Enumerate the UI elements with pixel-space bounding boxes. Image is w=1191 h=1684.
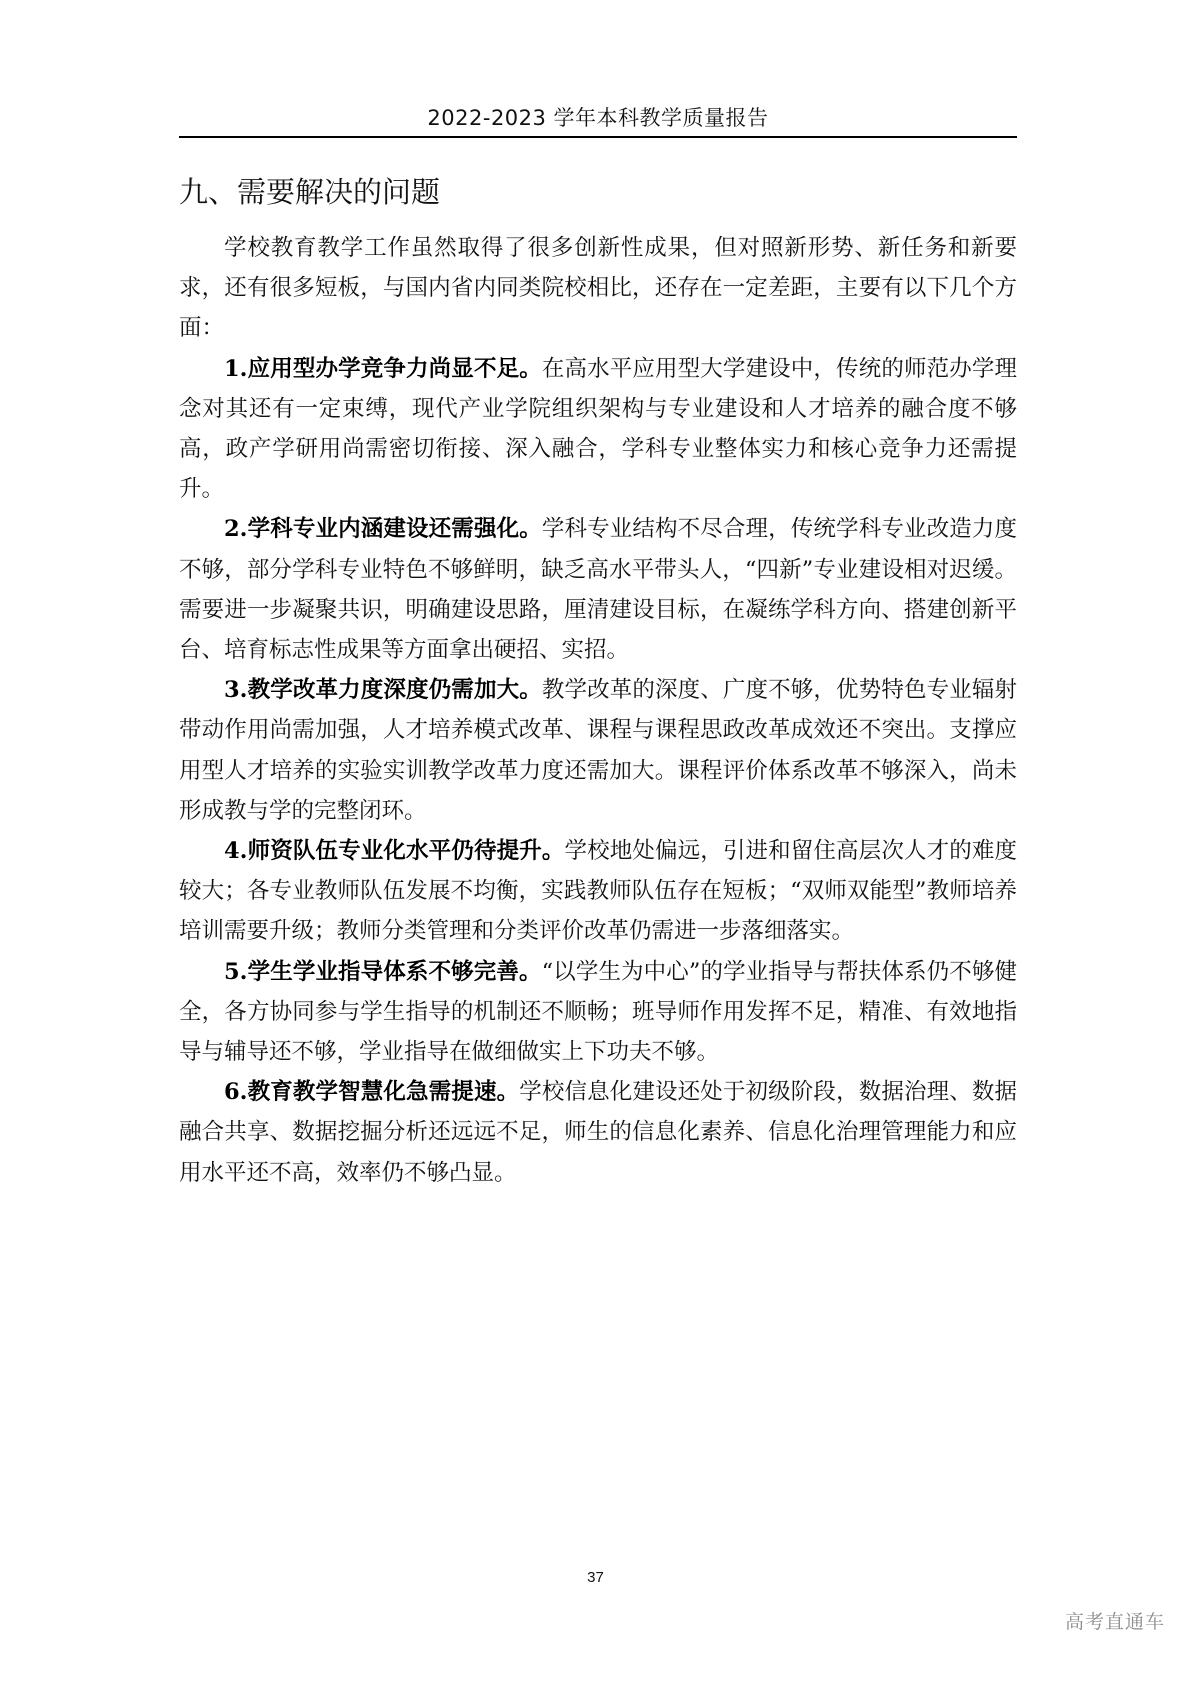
body-text <box>179 228 1017 1193</box>
problem-text: 学校地处偏远，引进和留住高层次人才的难度较大；各专业教师队伍发展不均衡，实践教师队伍存在短板；“双师双能型”教师培养培训需要升级；教师分类管理和分类评价改革仍需进一步落细落实。 <box>179 838 1017 945</box>
watermark: 高考直通车 <box>1064 1611 1165 1633</box>
problem-heading: 2.学科专业内涵建设还需强化。 <box>224 516 542 543</box>
problem-heading: 1.应用型办学竞争力尚显不足。 <box>224 355 542 382</box>
problem-heading: 6.教育教学智慧化急需提速。 <box>224 1079 520 1106</box>
problem-text: 在高水平应用型大学建设中，传统的师范办学理念对其还有一定束缚，现代产业学院组织架构与专业建设和人才培养的融合度不够高，政产学研用尚需密切衔接、深入融合，学科专业整体实力和核心竞争力还需提升。 <box>179 355 1017 503</box>
problem-paragraph-6 <box>179 1072 1017 1193</box>
problem-paragraph-4 <box>179 831 1017 952</box>
problem-heading: 4.师资队伍专业化水平仍待提升。 <box>224 838 565 865</box>
problem-paragraph-5 <box>179 952 1017 1073</box>
section-title: 九、需要解决的问题 <box>179 175 441 209</box>
problem-paragraph-2 <box>179 509 1017 670</box>
problem-text: “以学生为中心”的学业指导与帮扶体系仍不够健全，各方协同参与学生指导的机制还不顺畅；班导师作用发挥不足，精准、有效地指导与辅导还不够，学业指导在做细做实上下功夫不够。 <box>179 958 1017 1066</box>
header-divider <box>179 136 1017 138</box>
problem-text: 教学改革的深度、广度不够，优势特色专业辐射带动作用尚需加强，人才培养模式改革、课程与课程思政改革成效还不突出。支撑应用型人才培养的实验实训教学改革力度还需加大。课程评价体系改革不够深入，尚未形成教与学的完整闭环。 <box>179 677 1017 824</box>
problem-text: 学科专业结构不尽合理，传统学科专业改造力度不够，部分学科专业特色不够鲜明，缺乏高水平带头人，“四新”专业建设相对迟缓。需要进一步凝聚共识，明确建设思路，厘清建设目标，在凝练学科方向、搭建创新平台、培育标志性成果等方面拿出硬招、实招。 <box>179 516 1017 664</box>
problem-heading: 5.学生学业指导体系不够完善。 <box>224 958 542 985</box>
problem-text: 学校信息化建设还处于初级阶段，数据治理、数据融合共享、数据挖掘分析还远远不足，师生的信息化素养、信息化治理管理能力和应用水平还不高，效率仍不够凸显。 <box>179 1079 1017 1186</box>
problem-paragraph-3 <box>179 670 1017 831</box>
intro-paragraph: 学校教育教学工作虽然取得了很多创新性成果，但对照新形势、新任务和新要求，还有很多短板，与国内省内同类院校相比，还存在一定差距，主要有以下几个方面： <box>179 235 1017 342</box>
problem-paragraph-1 <box>179 349 1017 510</box>
page-number: 37 <box>587 1569 604 1586</box>
problem-heading: 3.教学改革力度深度仍需加大。 <box>224 677 542 704</box>
running-header: 2022-2023 学年本科教学质量报告 <box>427 106 769 130</box>
